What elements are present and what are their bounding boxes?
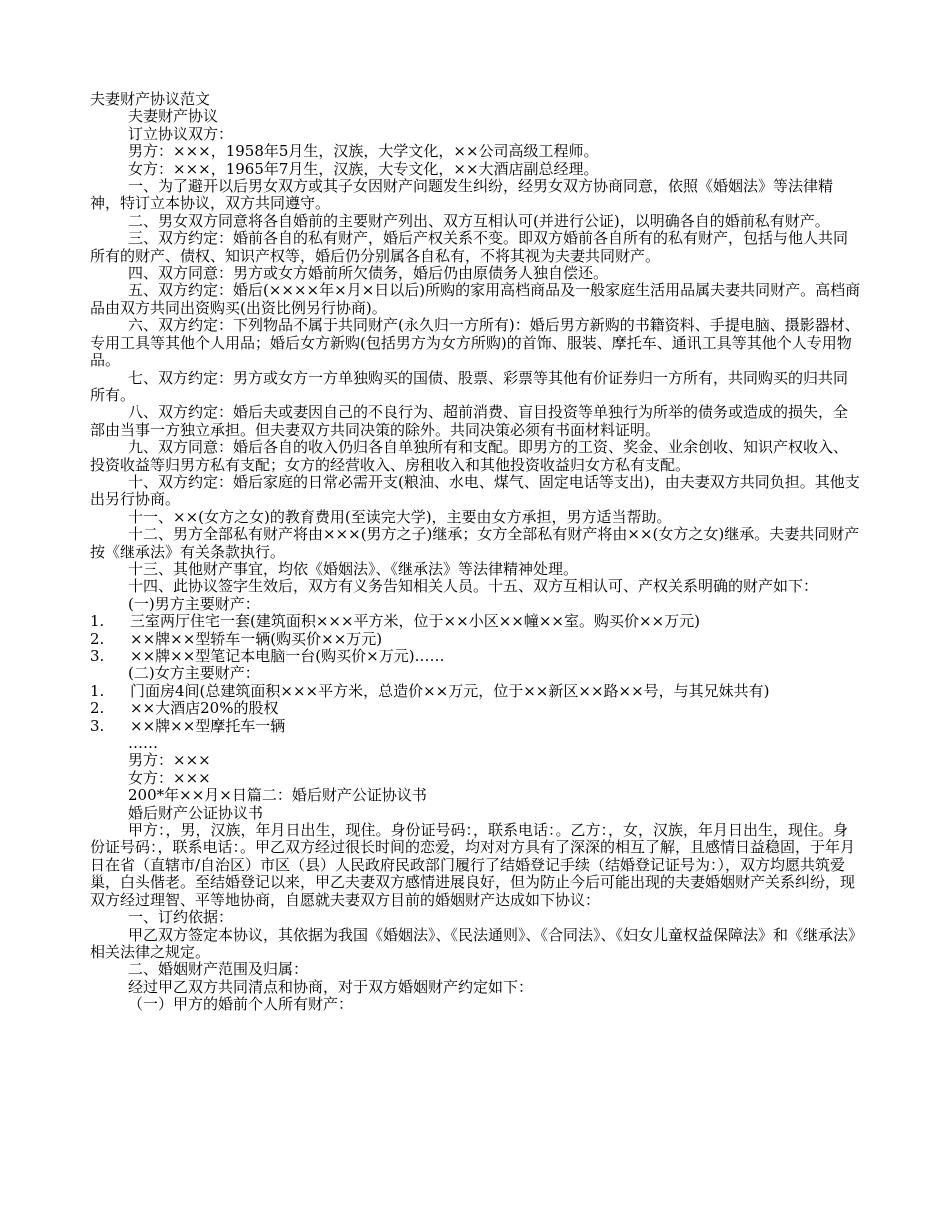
clause-6: 六、双方约定：下列物品不属于共同财产(永久归一方所有)：婚后男方新购的书籍资料、手提电脑、摄影器材、专用工具等其他个人用品；婚后女方新购(包括男方为女方所购)的首饰、服装、摩托车、通讯工具等其他个人专用物品。: [90, 316, 860, 370]
clause-2: 二、男女双方同意将各自婚前的主要财产列出、双方互相认可(并进行公证)，以明确各自的婚前私有财产。: [128, 211, 830, 230]
signature-female: 女方：×××: [128, 768, 211, 787]
basis-label: 一、订约依据：: [128, 908, 234, 927]
list-number: 3.: [90, 716, 105, 735]
basis-text: 甲乙双方签定本协议，其依据为我国《婚姻法》、《民法通则》、《合同法》、《妇女儿童权益保障法》和《继承法》相关法律之规定。: [90, 925, 856, 961]
date-and-next-title: 200*年××月×日篇二：婚后财产公证协议书: [128, 786, 427, 805]
subsection-1: （一）甲方的婚前个人所有财产：: [128, 995, 354, 1014]
male-party: 男方：×××，1958年5月生，汉族，大学文化，××公司高级工程师。: [128, 142, 599, 161]
list-text: ××牌××型笔记本电脑一台(购买价×万元)……: [130, 647, 445, 665]
document-title: 夫妻财产协议范文: [90, 90, 211, 108]
clause-5: 五、双方约定：婚后(××××年×月×日以后)所购的家用高档商品及一般家庭生活用品属夫妻共同财产。高档商品由双方共同出资购买(出资比例另行协商)。: [90, 281, 861, 317]
agreement2-heading: 婚后财产公证协议书: [128, 803, 264, 822]
parties-label: 订立协议双方：: [128, 124, 234, 143]
signature-male: 男方：×××: [128, 751, 211, 770]
list-item: [90, 683, 862, 700]
list-number: 2.: [90, 699, 105, 718]
list-text: 三室两厅住宅一套(建筑面积×××平方米，位于××小区××幢××室。购买价××万元): [130, 612, 700, 631]
clause-9: 九、双方同意：婚后各自的收入仍归各自单独所有和支配。即男方的工资、奖金、业余创收、知识产权收入、投资收益等归男方私有支配；女方的经营收入、房租收入和其他投资收益归女方私有支配。: [90, 438, 849, 474]
list-item: [90, 631, 862, 648]
clause-3: 三、双方约定：婚前各自的私有财产，婚后产权关系不变。即双方婚前各自所有的私有财产，包括与他人共同所有的财产、债权、知识产权等，婚后仍分别属各自私有，不将其视为夫妻共同财产。: [90, 229, 849, 265]
scope-text: 经过甲乙双方共同清点和协商，对于双方婚姻财产约定如下：: [128, 977, 534, 996]
male-assets-label: (一)男方主要财产：: [128, 594, 260, 613]
scope-label: 二、婚姻财产范围及归属：: [128, 960, 309, 979]
clause-8: 八、双方约定：婚后夫或妻因自己的不良行为、超前消费、盲目投资等单独行为所举的债务或造成的损失，全部由当事一方独立承担。但夫妻双方共同决策的除外。共同决策必须有书面材料证明。: [90, 403, 849, 439]
list-text: 门面房4间(总建筑面积×××平方米，总造价××万元，位于××新区××路××号，与其兄妹共有): [130, 681, 770, 700]
clause-13: 十三、其他财产事宜，均依《婚姻法》、《继承法》等法律精神处理。: [128, 559, 579, 578]
list-item: [90, 700, 862, 717]
female-assets-label: (二)女方主要财产：: [128, 664, 260, 683]
agreement2-intro: 甲方：，男，汉族，年月日出生，现住。身份证号码：，联系电话：。乙方：，女，汉族，年月日出生，现住。身份证号码：，联系电话：。甲乙双方经过很长时间的恋爱，均对对方具有了深深的相互了解，且感情日益稳固，于年月日在省（直辖市/自治区）市区（县）人民政府民政部门履行了结婚登记手续（结婚登记证号为：），双方均愿共筑爱巢，白头偕老。至结婚登记以来，甲乙夫妻双方感情进展良好，但为防止今后可能出现的夫妻婚姻财产关系纠纷，现双方经过理智、平等地协商，自愿就夫妻双方目前的婚姻财产达成如下协议：: [90, 821, 856, 909]
list-number: 3.: [90, 647, 105, 665]
list-item: [90, 648, 862, 665]
clause-11: 十一、××(女方之女)的教育费用(至读完大学)，主要由女方承担，男方适当帮助。: [128, 507, 672, 526]
agreement-heading: 夫妻财产协议: [128, 107, 219, 126]
clause-1: 一、为了避开以后男女双方或其子女因财产问题发生纠纷，经男女双方协商同意，依照《婚姻法》等法律精神，特订立本协议，双方共同遵守。: [90, 177, 834, 213]
document-page: [90, 91, 862, 1014]
list-item: [90, 613, 862, 630]
clause-7: 七、双方约定：男方或女方一方单独购买的国债、股票、彩票等其他有价证券归一方所有，共同购买的归共同所有。: [90, 368, 849, 404]
list-item: [90, 718, 862, 735]
list-text: ××牌××型摩托车一辆: [130, 716, 286, 735]
list-number: 1.: [90, 612, 105, 631]
list-number: 1.: [90, 681, 105, 700]
clause-14: 十四、此协议签字生效后，双方有义务告知相关人员。十五、双方互相认可、产权关系明确的财产如下：: [128, 577, 819, 596]
female-party: 女方：×××，1965年7月生，汉族，大专文化，××大酒店副总经理。: [128, 159, 599, 178]
list-text: ××大酒店20%的股权: [130, 699, 279, 718]
ellipsis: ……: [128, 734, 158, 753]
clause-4: 四、双方同意：男方或女方婚前所欠债务，婚后仍由原债务人独自偿还。: [128, 264, 609, 283]
clause-12: 十二、男方全部私有财产将由×××(男方之子)继承；女方全部私有财产将由××(女方之女)继承。夫妻共同财产按《继承法》有关条款执行。: [90, 525, 860, 561]
list-number: 2.: [90, 629, 105, 648]
list-text: ××牌××型轿车一辆(购买价××万元): [130, 629, 383, 648]
clause-10: 十、双方约定：婚后家庭的日常必需开支(粮油、水电、煤气、固定电话等支出)，由夫妻双方共同负担。其他支出另行协商。: [90, 472, 860, 509]
